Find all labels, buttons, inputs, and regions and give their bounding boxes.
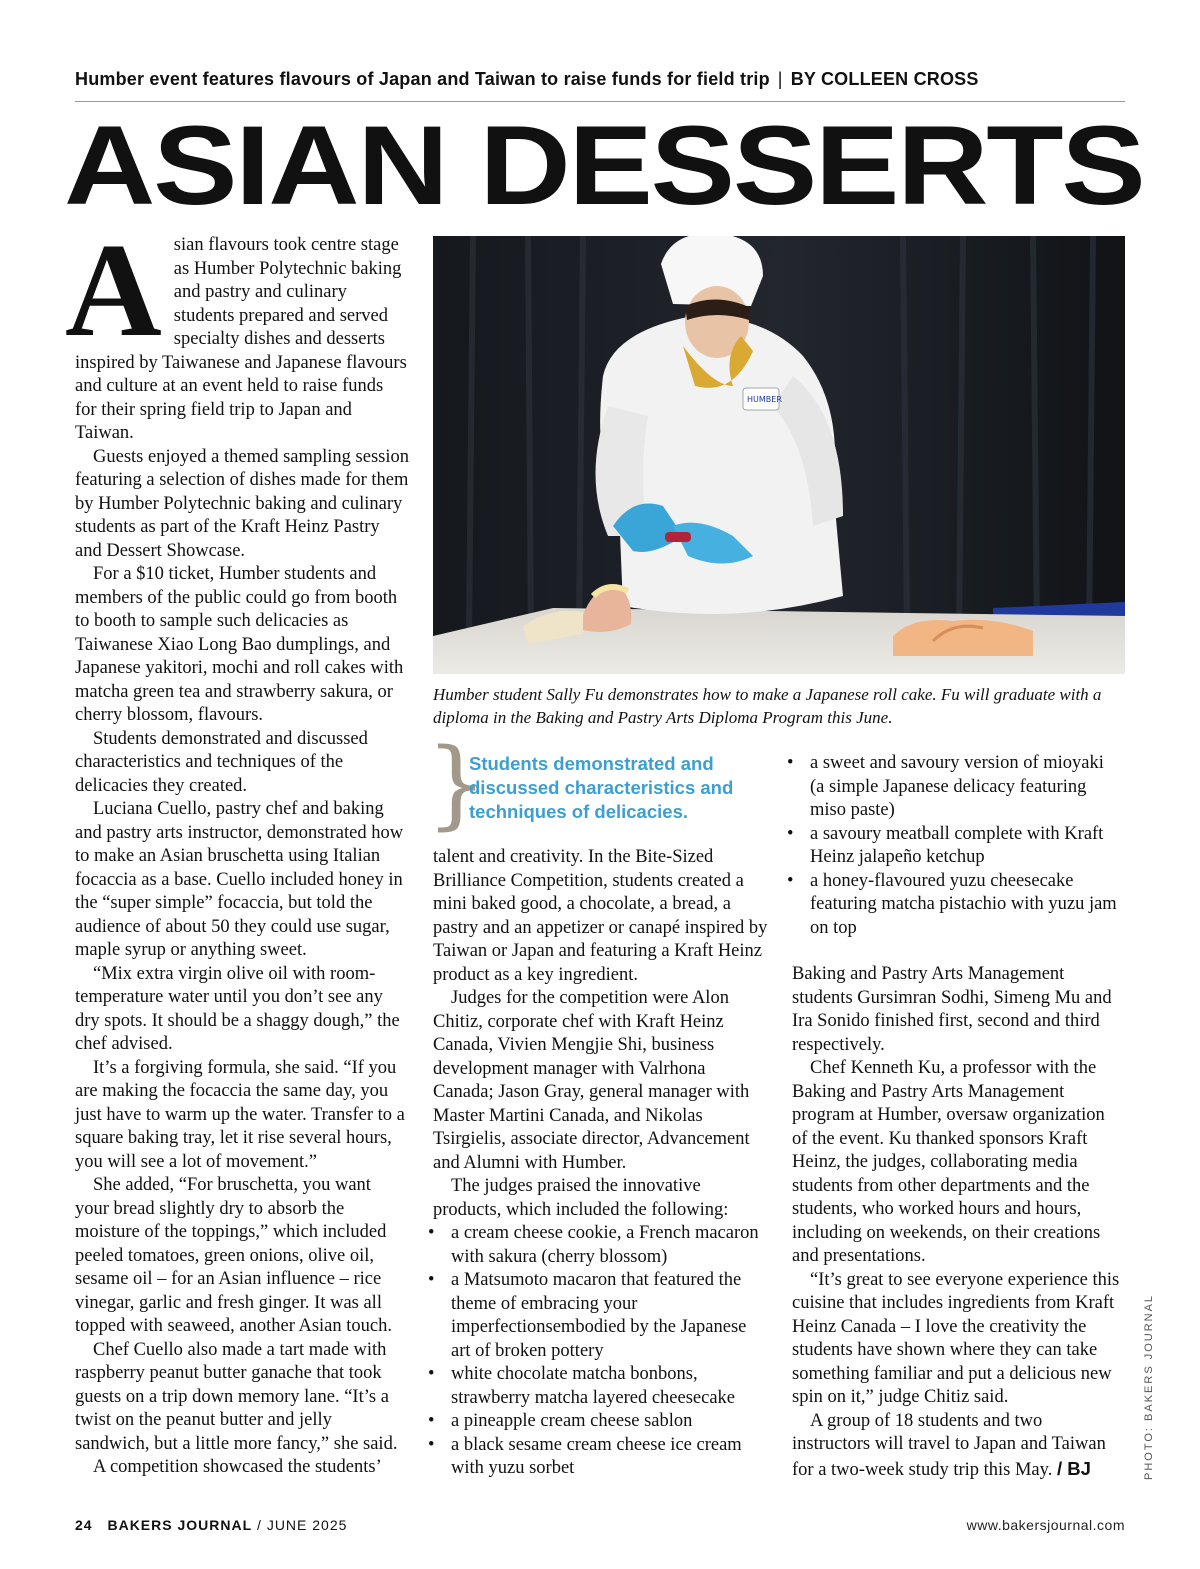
headline: ASIAN DESSERTS xyxy=(64,103,1144,228)
list-item: • a sweet and savoury version of mioyaki (a simple Japanese delicacy featuring miso paste) xyxy=(792,752,1122,823)
deck-text: Humber event features flavours of Japan and Taiwan to raise funds for field trip xyxy=(75,69,770,89)
list-item: • a pineapple cream cheese sablon xyxy=(433,1410,769,1434)
paragraph: A competition showcased the students’ xyxy=(93,1457,382,1477)
page-number: 24 xyxy=(75,1517,93,1533)
lead-paragraph: Asian flavours took centre stage as Humber Polytechnic baking and pastry and culinary students prepared and served specialty dishes and desserts inspired by Taiwanese and Japanese flavours and culture at an event held to raise funds for their spring field trip to Japan and Taiwan. xyxy=(65,216,407,443)
list-item: • a Matsumoto macaron that featured the theme of embracing your imperfectionsembodied by the Japanese art of broken pottery xyxy=(433,1269,769,1363)
publication-name: BAKERS JOURNAL xyxy=(107,1517,253,1533)
list-item: • white chocolate matcha bonbons, strawberry matcha layered cheesecake xyxy=(433,1363,769,1410)
pull-quote-brace: } xyxy=(426,728,488,840)
paragraph: “It’s great to see everyone experience this cuisine that includes ingredients from Kraft Heinz Canada – I love the creativity the students have shown where they can take something familiar and put a delicious new spin on it,” judge Chitiz said. xyxy=(792,1269,1120,1407)
paragraph: For a $10 ticket, Humber students and members of the public could go from booth to booth to sample such delicacies as Taiwanese Xiao Long Bao dumplings, and Japanese yakitori, mochi and roll cakes with matcha green tea and strawberry sakura, or cherry blossom, flavours. xyxy=(75,564,404,725)
paragraph: Judges for the competition were Alon Chitiz, corporate chef with Kraft Heinz Canada, Vivien Mengjie Shi, business development manager with Valrhona Canada; Jason Gray, general manager with Master Martini Canada, and Nikolas Tsirgielis, associate director, Advancement and Alumni with Humber. xyxy=(433,988,750,1173)
uniform-badge-text: HUMBER xyxy=(747,395,782,404)
paragraph: “Mix extra virgin olive oil with room-temperature water until you don’t see any dry spots. It should be a shaggy dough,” the chef advised. xyxy=(75,963,400,1054)
drop-cap: A xyxy=(65,216,162,364)
article-deck xyxy=(75,69,1125,90)
byline: BY COLLEEN CROSS xyxy=(790,69,979,89)
list-item: • a black sesame cream cheese ice cream with yuzu sorbet xyxy=(433,1434,769,1481)
list-item: • a savoury meatball complete with Kraft Heinz jalapeño ketchup xyxy=(792,823,1122,870)
deck-separator: | xyxy=(777,69,783,89)
paragraph: Chef Kenneth Ku, a professor with the Baking and Pastry Arts Management program at Humber, oversaw organization of the event. Ku thanked sponsors Kraft Heinz, the judges, collaborating media students from other departments and the students, who worked hours and hours, including on weekends, on their creations and presentations. xyxy=(792,1058,1105,1266)
photo-illustration xyxy=(433,236,1125,674)
footer-folio xyxy=(75,1517,347,1533)
paragraph: talent and creativity. In the Bite-Sized Brilliance Competition, students created a mini baked good, a chocolate, a bread, a pastry and an appetizer or canapé inspired by Taiwan or Japan and featuring a Kraft Heinz product as a key ingredient. xyxy=(433,847,768,985)
product-list xyxy=(433,1222,769,1481)
column-2 xyxy=(433,846,769,1481)
product-list-continued xyxy=(792,752,1122,940)
paragraph: The judges praised the innovative products, which included the following: xyxy=(433,1176,729,1220)
paragraph: Luciana Cuello, pastry chef and baking and pastry arts instructor, demonstrated how to make an Asian bruschetta using Italian focaccia as a base. Cuello included honey in the “super simple” focaccia, but told the audience of about 50 they could use sugar, maple syrup or anything sweet. xyxy=(75,799,404,960)
photo-credit: PHOTO: BAKERS JOURNAL xyxy=(1143,1293,1155,1480)
final-paragraph: A group of 18 students and two instructors will travel to Japan and Taiwan for a two-week study trip this May. / BJ xyxy=(792,1410,1106,1480)
paragraph: Chef Cuello also made a tart made with raspberry peanut butter ganache that took guests on a trip down memory lane. “It’s a twist on the peanut butter and jelly sandwich, but a little more fancy,” she said. xyxy=(75,1339,398,1454)
paragraph: She added, “For bruschetta, you want your bread slightly dry to absorb the moisture of the toppings,” which included peeled tomatoes, green onions, olive oil, sesame oil – for an Asian influence – rice vinegar, garlic and fresh ginger. It was all topped with seaweed, another Asian touch. xyxy=(75,1175,392,1336)
article-photo xyxy=(433,236,1125,674)
paragraph: It’s a forgiving formula, she said. “If you are making the focaccia the same day, you just have to warm up the water. Transfer to a square baking tray, let it rise several hours, you will see a lot of movement.” xyxy=(75,1057,405,1172)
column-1 xyxy=(65,216,409,1480)
photo-caption: Humber student Sally Fu demonstrates how to make a Japanese roll cake. Fu will graduate with a diploma in the Baking and Pastry Arts Diploma Program this June. xyxy=(433,685,1102,727)
header-rule xyxy=(75,101,1125,102)
paragraph: Guests enjoyed a themed sampling session featuring a selection of dishes made for them by Humber Polytechnic baking and culinary students as part of the Kraft Heinz Pastry and Dessert Showcase. xyxy=(75,446,409,561)
paragraph: Baking and Pastry Arts Management students Gursimran Sodhi, Simeng Mu and Ira Sonido finished first, second and third respectively. xyxy=(792,964,1112,1055)
issue-date: / JUNE 2025 xyxy=(257,1517,348,1533)
end-mark: / BJ xyxy=(1056,1457,1091,1479)
list-item: • a cream cheese cookie, a French macaron with sakura (cherry blossom) xyxy=(433,1222,769,1269)
website-link[interactable]: www.bakersjournal.com xyxy=(966,1517,1125,1533)
column-3 xyxy=(792,752,1122,1482)
pull-quote-text: Students demonstrated and discussed characteristics and techniques of delicacies. xyxy=(469,753,734,822)
paragraph: Students demonstrated and discussed characteristics and techniques of the delicacies they created. xyxy=(75,728,368,796)
list-item: • a honey-flavoured yuzu cheesecake featuring matcha pistachio with yuzu jam on top xyxy=(792,870,1122,941)
